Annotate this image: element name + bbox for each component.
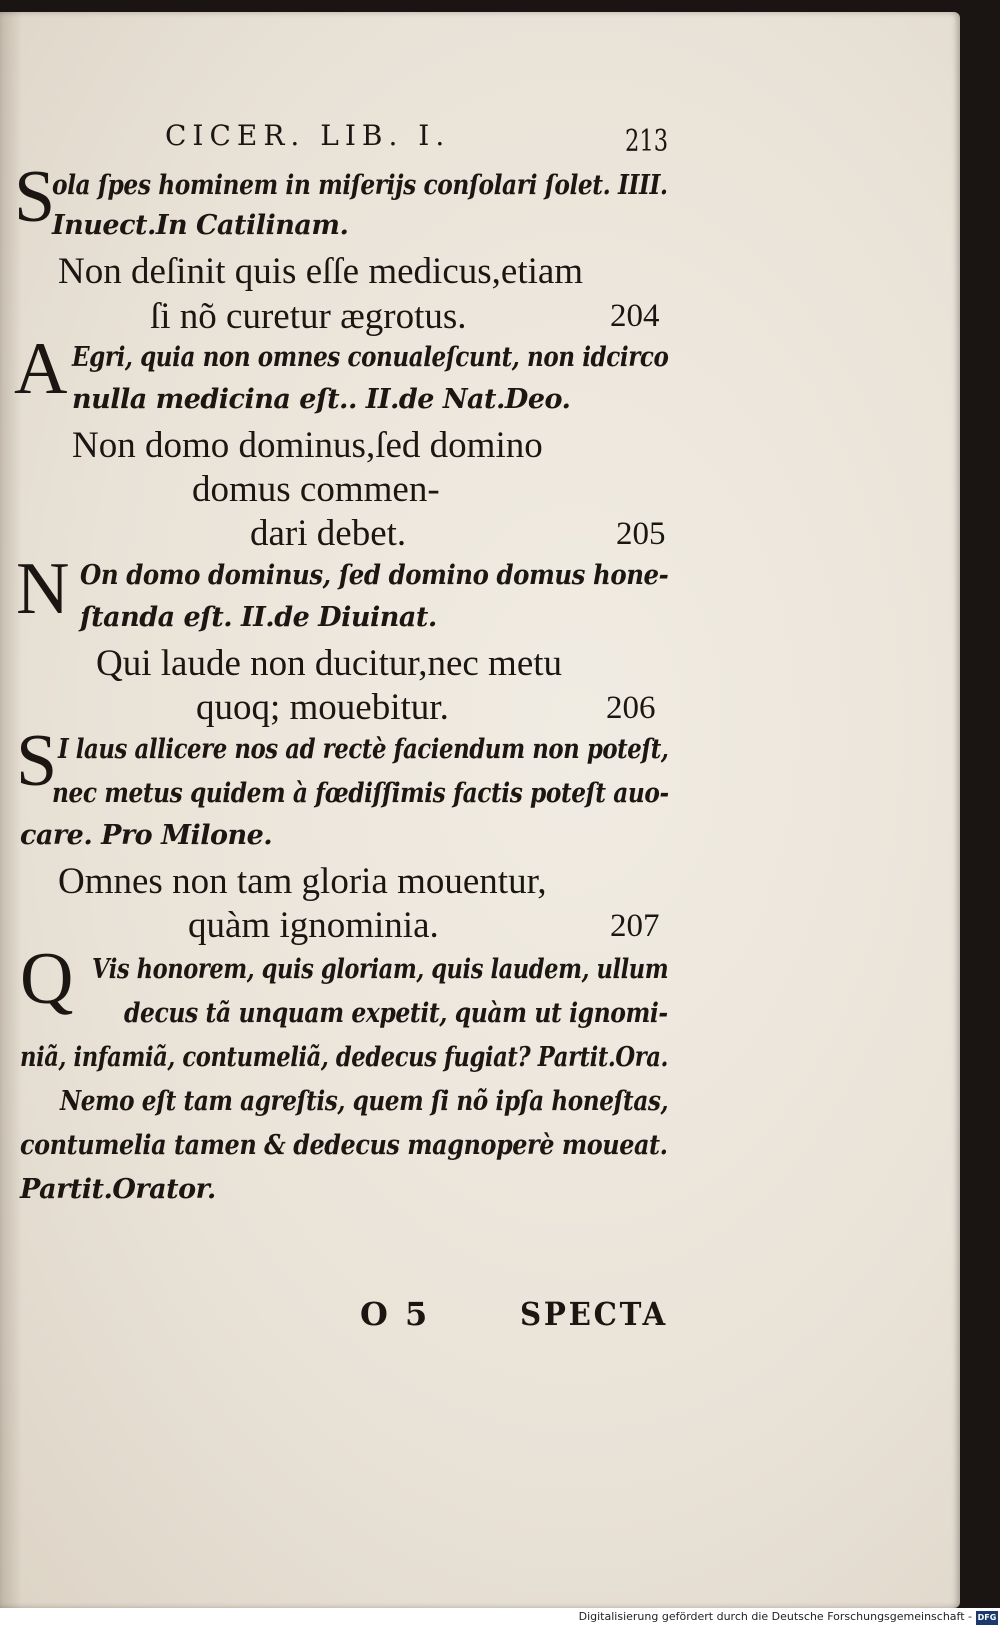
quote-line: Nemo eſt tam agreſtis, quem ſi nõ ipſa honeſtas,: [60, 1086, 669, 1117]
dropcap-initial: Q: [20, 938, 74, 1020]
quote-line: Inuect.In Catilinam.: [52, 210, 349, 241]
dfg-logo: DFG: [976, 1611, 998, 1625]
digitization-credit: Digitalisierung gefördert durch die Deutsche Forschungsgemeinschaft -: [578, 1610, 972, 1623]
maxim-line: Non deſinit quis eſſe medicus,etiam: [58, 251, 584, 292]
quote-line: care. Pro Milone.: [20, 820, 273, 851]
dropcap-initial: S: [16, 720, 58, 802]
maxim-number: 204: [610, 298, 660, 334]
page-text: [0, 12, 960, 1608]
quote-line: I laus allicere nos ad rectè faciendum non poteſt,: [58, 734, 669, 765]
book-page: [0, 12, 960, 1608]
running-title: CICER. LIB. I.: [165, 119, 451, 152]
quote-line: ola ſpes hominem in miſerijs conſolari ſolet. IIII.: [52, 170, 668, 201]
dropcap-initial: A: [14, 328, 68, 410]
catchword: SPECTA: [520, 1295, 668, 1333]
maxim-line: Omnes non tam gloria mouentur,: [58, 861, 547, 902]
quote-line: contumelia tamen & dedecus magnoperè moueat.: [20, 1130, 668, 1161]
footer-strip: [0, 1608, 1000, 1629]
page-number: 213: [625, 124, 669, 159]
maxim-number: 205: [616, 516, 666, 552]
quote-line: ſtanda eſt. II.de Diuinat.: [80, 602, 437, 633]
maxim-line: ſi nõ curetur ægrotus.: [150, 296, 467, 337]
maxim-line: Qui laude non ducitur,nec metu: [96, 643, 563, 684]
maxim-number: 206: [606, 690, 656, 726]
maxim-number: 207: [610, 908, 660, 944]
quote-line: Vis honorem, quis gloriam, quis laudem, ullum: [92, 954, 669, 985]
dropcap-initial: N: [16, 548, 70, 630]
quote-line: nulla medicina eſt.. II.de Nat.Deo.: [72, 384, 571, 415]
maxim-line: domus commen-: [192, 469, 440, 510]
maxim-line: dari debet.: [250, 513, 407, 554]
quote-line: Egri, quia non omnes conualeſcunt, non idcirco: [72, 342, 669, 373]
quote-line: On domo dominus, ſed domino domus hone-: [80, 560, 669, 591]
quote-line: decus tã unquam expetit, quàm ut ignomi-: [124, 998, 668, 1029]
quote-line: niã, infamiã, contumeliã, dedecus fugiat? Partit.Ora.: [20, 1042, 669, 1073]
maxim-line: Non domo dominus,ſed domino: [72, 425, 543, 466]
dropcap-initial: S: [14, 156, 56, 238]
maxim-line: quoq; mouebitur.: [196, 687, 449, 728]
signature-mark: O 5: [360, 1295, 431, 1333]
maxim-line: quàm ignominia.: [188, 905, 439, 946]
quote-line: Partit.Orator.: [20, 1174, 216, 1205]
quote-line: nec metus quidem à fœdiſſimis factis poteſt auo-: [52, 778, 669, 809]
